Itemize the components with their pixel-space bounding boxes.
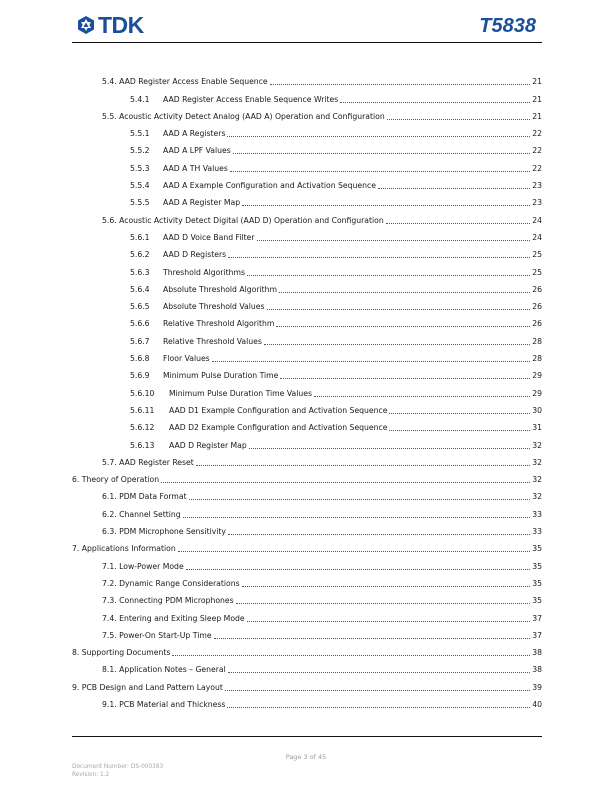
toc-entry-title: Theory of Operation: [81, 475, 160, 485]
toc-entry[interactable]: [72, 624, 542, 641]
toc-entry[interactable]: [72, 156, 542, 173]
toc-entry[interactable]: [72, 433, 542, 450]
dot-leader: [279, 291, 530, 293]
toc-entry-title: Threshold Algorithms: [163, 267, 245, 277]
toc-entry[interactable]: [72, 87, 542, 104]
toc-entry[interactable]: [72, 312, 542, 329]
toc-entry-title: AAD A Example Configuration and Activation Sequence: [163, 181, 376, 191]
dot-leader: [389, 412, 530, 414]
toc-entry-page: 24: [532, 232, 542, 242]
toc-entry-title: AAD Register Access Enable Sequence Writes: [163, 94, 339, 104]
toc-entry-title: AAD A Registers: [163, 129, 226, 139]
toc-entry-title: Connecting PDM Microphones: [119, 596, 234, 606]
dot-leader: [389, 429, 530, 431]
toc-entry-title: AAD A Register Map: [163, 198, 241, 208]
toc-entry-number: 5.5.2: [130, 146, 150, 156]
toc-entry-page: 29: [532, 371, 542, 381]
toc-entry-number: 5.7.: [102, 457, 117, 467]
toc-entry-title: AAD D Registers: [163, 250, 227, 260]
dot-leader: [228, 256, 530, 258]
toc-entry-title: Absolute Threshold Algorithm: [163, 284, 278, 294]
tdk-emblem-icon: [76, 15, 96, 35]
toc-entry-number: 5.5.4: [130, 181, 150, 191]
dot-leader: [249, 447, 530, 449]
document-info: [72, 763, 163, 779]
revision: Revision: 1.2: [72, 772, 110, 778]
toc-entry-page: 40: [532, 699, 542, 709]
toc-entry[interactable]: [72, 329, 542, 346]
toc-entry-number: 5.6.9: [130, 371, 150, 381]
toc-entry-page: 26: [532, 302, 542, 312]
toc-entry[interactable]: [72, 226, 542, 243]
toc-entry[interactable]: [72, 208, 542, 225]
toc-entry-number: 5.4.: [102, 77, 117, 87]
toc-entry-title: AAD A LPF Values: [163, 146, 231, 156]
toc-entry[interactable]: [72, 554, 542, 571]
toc-entry-page: 21: [532, 77, 542, 87]
toc-entry-title: Acoustic Activity Detect Analog (AAD A) Operation and Configuration: [119, 111, 385, 121]
toc-entry-page: 26: [532, 284, 542, 294]
toc-entry[interactable]: [72, 675, 542, 692]
toc-entry[interactable]: [72, 295, 542, 312]
toc-entry-title: Minimum Pulse Duration Time Values: [169, 388, 312, 398]
toc-entry-number: 5.5.: [102, 111, 117, 121]
toc-entry-title: Acoustic Activity Detect Digital (AAD D) Operation and Configuration: [119, 215, 384, 225]
toc-entry-title: Applications Information: [81, 544, 176, 554]
dot-leader: [236, 602, 530, 604]
toc-entry[interactable]: [72, 381, 542, 398]
toc-entry-page: 33: [532, 527, 542, 537]
toc-entry-title: Power-On Start-Up Time: [119, 630, 212, 640]
dot-leader: [267, 308, 531, 310]
dot-leader: [257, 239, 530, 241]
dot-leader: [189, 498, 530, 500]
toc-entry-number: 5.6.7: [130, 336, 150, 346]
toc-entry-title: AAD D1 Example Configuration and Activation Sequence: [169, 405, 388, 415]
toc-entry[interactable]: [72, 347, 542, 364]
toc-entry[interactable]: [72, 520, 542, 537]
toc-entry-title: Relative Threshold Algorithm: [163, 319, 275, 329]
dot-leader: [247, 274, 530, 276]
toc-entry[interactable]: [72, 122, 542, 139]
toc-entry-number: 9.: [72, 682, 80, 692]
toc-entry-number: 5.6.: [102, 215, 117, 225]
toc-entry[interactable]: [72, 416, 542, 433]
toc-entry-title: Application Notes – General: [119, 665, 226, 675]
toc-entry-number: 8.1.: [102, 665, 117, 675]
toc-entry[interactable]: [72, 537, 542, 554]
toc-entry-page: 22: [532, 146, 542, 156]
toc-entry-page: 28: [532, 336, 542, 346]
toc-entry-title: Floor Values: [163, 354, 210, 364]
toc-entry[interactable]: [72, 572, 542, 589]
dot-leader: [214, 637, 530, 639]
toc-entry-number: 5.6.11: [130, 405, 155, 415]
toc-entry-number: 5.6.3: [130, 267, 150, 277]
brand-name: TDK: [98, 12, 144, 38]
toc-entry[interactable]: [72, 364, 542, 381]
dot-leader: [378, 187, 530, 189]
toc-entry[interactable]: [72, 641, 542, 658]
toc-entry[interactable]: [72, 191, 542, 208]
toc-entry[interactable]: [72, 399, 542, 416]
toc-entry-title: PDM Data Format: [119, 492, 187, 502]
toc-entry-page: 35: [532, 544, 542, 554]
toc-entry-page: 21: [532, 111, 542, 121]
toc-entry-number: 5.6.12: [130, 423, 155, 433]
toc-entry-page: 29: [532, 388, 542, 398]
dot-leader: [178, 550, 530, 552]
tdk-logo: [76, 14, 144, 36]
toc-entry-page: 35: [532, 578, 542, 588]
toc-entry-title: PDM Microphone Sensitivity: [119, 527, 226, 537]
toc-entry[interactable]: [72, 243, 542, 260]
toc-entry-number: 5.6.10: [130, 388, 155, 398]
dot-leader: [276, 325, 530, 327]
toc-entry-page: 25: [532, 267, 542, 277]
toc-entry-page: 22: [532, 163, 542, 173]
toc-entry-title: AAD D Voice Band Filter: [163, 232, 255, 242]
toc-entry-page: 28: [532, 354, 542, 364]
toc-entry-number: 5.4.1: [130, 94, 150, 104]
dot-leader: [340, 101, 530, 103]
dot-leader: [212, 360, 530, 362]
dot-leader: [242, 204, 530, 206]
toc-entry-page: 35: [532, 561, 542, 571]
dot-leader: [161, 481, 530, 483]
dot-leader: [196, 464, 530, 466]
toc-entry-page: 26: [532, 319, 542, 329]
toc-entry-page: 39: [532, 682, 542, 692]
toc-entry-page: 38: [532, 648, 542, 658]
dot-leader: [227, 135, 530, 137]
toc-entry-page: 24: [532, 215, 542, 225]
toc-entry-number: 7.2.: [102, 578, 117, 588]
toc-entry-title: AAD D Register Map: [169, 440, 247, 450]
dot-leader: [264, 343, 530, 345]
toc-entry-title: Supporting Documents: [81, 648, 171, 658]
toc-entry-title: Dynamic Range Considerations: [119, 578, 240, 588]
toc-entry-number: 7.1.: [102, 561, 117, 571]
toc-entry-page: 35: [532, 596, 542, 606]
dot-leader: [228, 533, 530, 535]
toc-entry-page: 37: [532, 630, 542, 640]
dot-leader: [280, 377, 530, 379]
toc-entry[interactable]: [72, 502, 542, 519]
toc-entry-page: 32: [532, 475, 542, 485]
dot-leader: [387, 118, 530, 120]
toc-entry-number: 5.6.6: [130, 319, 150, 329]
toc-entry-page: 30: [532, 405, 542, 415]
toc-entry-page: 25: [532, 250, 542, 260]
toc-entry-number: 6.: [72, 475, 80, 485]
page-number: Page 3 of 45: [285, 753, 327, 761]
toc-entry[interactable]: [72, 278, 542, 295]
toc-entry-title: Absolute Threshold Values: [163, 302, 265, 312]
toc-entry[interactable]: [72, 174, 542, 191]
toc-entry-page: 23: [532, 198, 542, 208]
toc-entry[interactable]: [72, 658, 542, 675]
toc-entry-page: 37: [532, 613, 542, 623]
toc-entry-title: AAD Register Reset: [119, 457, 194, 467]
dot-leader: [386, 222, 530, 224]
dot-leader: [230, 170, 530, 172]
toc-entry-number: 6.2.: [102, 509, 117, 519]
toc-entry-number: 6.3.: [102, 527, 117, 537]
toc-entry-page: 21: [532, 94, 542, 104]
header-divider: [72, 42, 542, 43]
dot-leader: [228, 671, 530, 673]
toc-entry-number: 7.3.: [102, 596, 117, 606]
toc-entry-number: 5.6.5: [130, 302, 150, 312]
document-code: T5838: [479, 15, 536, 37]
table-of-contents: [72, 70, 542, 710]
toc-entry[interactable]: [72, 139, 542, 156]
toc-entry-number: 5.5.3: [130, 163, 150, 173]
toc-entry-page: 31: [532, 423, 542, 433]
toc-entry-title: PCB Design and Land Pattern Layout: [81, 682, 223, 692]
toc-entry-page: 32: [532, 492, 542, 502]
dot-leader: [172, 654, 530, 656]
toc-entry-title: Low-Power Mode: [119, 561, 184, 571]
toc-entry-number: 5.5.1: [130, 129, 150, 139]
page-header: [72, 0, 542, 44]
toc-entry-number: 7.: [72, 544, 80, 554]
toc-entry-page: 32: [532, 457, 542, 467]
toc-entry-title: Channel Setting: [119, 509, 181, 519]
toc-entry-title: PCB Material and Thickness: [119, 699, 226, 709]
dot-leader: [225, 689, 530, 691]
dot-leader: [270, 83, 530, 85]
toc-entry-page: 32: [532, 440, 542, 450]
toc-entry-number: 5.6.2: [130, 250, 150, 260]
toc-entry-title: Relative Threshold Values: [163, 336, 262, 346]
toc-entry-page: 23: [532, 181, 542, 191]
toc-entry-number: 6.1.: [102, 492, 117, 502]
toc-entry-number: 5.6.8: [130, 354, 150, 364]
dot-leader: [314, 395, 530, 397]
toc-entry-title: AAD A TH Values: [163, 163, 228, 173]
toc-entry[interactable]: [72, 260, 542, 277]
dot-leader: [227, 706, 530, 708]
toc-entry-number: 5.6.4: [130, 284, 150, 294]
toc-entry-page: 22: [532, 129, 542, 139]
toc-entry-number: 5.5.5: [130, 198, 150, 208]
toc-entry-title: Entering and Exiting Sleep Mode: [119, 613, 245, 623]
toc-entry[interactable]: [72, 70, 542, 87]
toc-entry-title: Minimum Pulse Duration Time: [163, 371, 279, 381]
toc-entry-title: AAD Register Access Enable Sequence: [119, 77, 268, 87]
toc-entry[interactable]: [72, 485, 542, 502]
footer-divider: [72, 736, 542, 737]
toc-entry[interactable]: [72, 451, 542, 468]
toc-entry-number: 5.6.1: [130, 232, 150, 242]
dot-leader: [183, 516, 530, 518]
toc-entry-number: 7.5.: [102, 630, 117, 640]
toc-entry-number: 9.1.: [102, 699, 117, 709]
toc-entry-number: 8.: [72, 648, 80, 658]
dot-leader: [247, 620, 530, 622]
toc-entry-page: 38: [532, 665, 542, 675]
dot-leader: [242, 585, 530, 587]
toc-entry[interactable]: [72, 105, 542, 122]
toc-entry[interactable]: [72, 606, 542, 623]
toc-entry-number: 5.6.13: [130, 440, 155, 450]
toc-entry-page: 33: [532, 509, 542, 519]
toc-entry[interactable]: [72, 468, 542, 485]
toc-entry-title: AAD D2 Example Configuration and Activation Sequence: [169, 423, 388, 433]
toc-entry[interactable]: [72, 693, 542, 710]
dot-leader: [186, 568, 530, 570]
toc-entry[interactable]: [72, 589, 542, 606]
toc-entry-number: 7.4.: [102, 613, 117, 623]
dot-leader: [233, 152, 530, 154]
document-number: Document Number: DS-000383: [72, 764, 164, 770]
